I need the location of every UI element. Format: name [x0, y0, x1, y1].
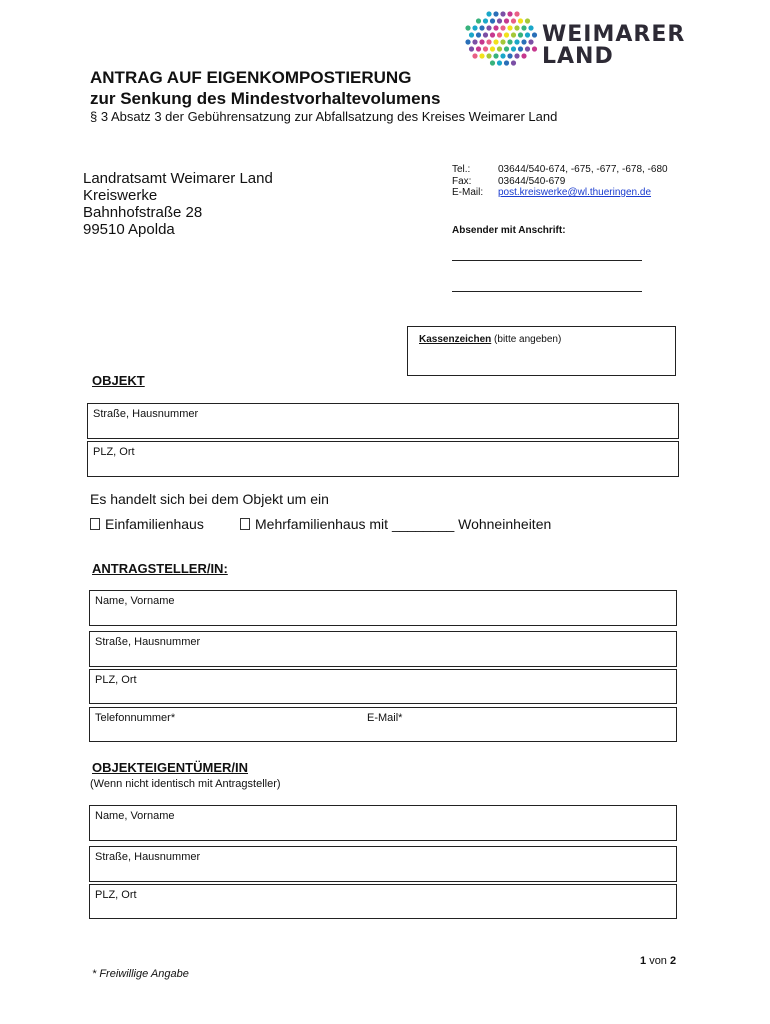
- logo-dot: [518, 18, 523, 23]
- logo-dot: [504, 46, 509, 51]
- checkbox-icon[interactable]: [90, 518, 100, 530]
- logo-dot: [504, 18, 509, 23]
- option-mehrfamilienhaus[interactable]: [240, 516, 551, 532]
- email-field-label: E-Mail*: [367, 712, 403, 724]
- field-label: Name, Vorname: [95, 595, 175, 607]
- kassenzeichen-hint: (bitte angeben): [494, 334, 562, 345]
- object-type-question: Es handelt sich bei dem Objekt um ein: [90, 491, 329, 507]
- owner-name-field[interactable]: [89, 805, 677, 841]
- section-objekt-heading: OBJEKT: [92, 373, 145, 388]
- logo-dot: [479, 25, 484, 30]
- section-antragsteller-heading: ANTRAGSTELLER/IN:: [92, 561, 228, 576]
- field-label: Name, Vorname: [95, 810, 175, 822]
- fax-value: 03644/540-679: [498, 175, 566, 187]
- page-current: 1: [640, 955, 647, 967]
- logo-dot: [490, 18, 495, 23]
- logo-dot: [528, 39, 533, 44]
- logo-dot: [500, 53, 505, 58]
- logo-dot: [490, 60, 495, 65]
- logo-dot: [525, 32, 530, 37]
- kassenzeichen-label-group: [419, 334, 561, 345]
- logo-dot: [469, 46, 474, 51]
- owner-city-field[interactable]: [89, 884, 677, 919]
- logo-dot: [497, 46, 502, 51]
- footnote: * Freiwillige Angabe: [92, 968, 189, 980]
- logo-dot: [514, 25, 519, 30]
- logo-text-land: LAND: [542, 44, 614, 69]
- contact-block: [452, 164, 668, 199]
- owner-street-field[interactable]: [89, 846, 677, 882]
- logo-dot: [514, 39, 519, 44]
- field-label: PLZ, Ort: [93, 446, 135, 458]
- logo-dot: [500, 39, 505, 44]
- logo-dot: [507, 53, 512, 58]
- logo-dot: [486, 11, 491, 16]
- fax-label: Fax:: [452, 175, 472, 187]
- option-label: Mehrfamilienhaus mit ________ Wohneinheiten: [255, 516, 552, 532]
- logo-dot: [500, 25, 505, 30]
- logo-dot: [500, 11, 505, 16]
- page-sep: von: [649, 955, 667, 967]
- logo-dot: [497, 32, 502, 37]
- logo-dot: [532, 32, 537, 37]
- logo-dot: [493, 39, 498, 44]
- logo-dot: [514, 53, 519, 58]
- document-title: ANTRAG AUF EIGENKOMPOSTIERUNG: [90, 68, 412, 87]
- sender-label: Absender mit Anschrift:: [452, 225, 566, 236]
- logo-dot: [511, 60, 516, 65]
- logo-dot: [476, 18, 481, 23]
- logo-dot: [490, 46, 495, 51]
- applicant-name-field[interactable]: [89, 590, 677, 626]
- logo-dot: [521, 25, 526, 30]
- logo-dot: [497, 60, 502, 65]
- address-line: Bahnhofstraße 28: [83, 204, 203, 221]
- logo-dot: [483, 46, 488, 51]
- tel-value: 03644/540-674, -675, -677, -678, -680: [498, 164, 668, 175]
- logo-dot: [511, 32, 516, 37]
- logo-dot: [472, 25, 477, 30]
- logo-dot: [504, 32, 509, 37]
- objekt-city-field[interactable]: [87, 441, 679, 477]
- sender-line-1[interactable]: [452, 260, 642, 261]
- option-label: Einfamilienhaus: [105, 516, 204, 532]
- logo-dot: [479, 53, 484, 58]
- logo-dot-pattern-icon: [462, 8, 542, 72]
- eigentuemer-note: (Wenn nicht identisch mit Antragsteller): [90, 778, 281, 790]
- logo-dot: [511, 46, 516, 51]
- logo-dot: [507, 11, 512, 16]
- logo-dot: [525, 46, 530, 51]
- logo-text-weimarer: WEIMARER: [542, 22, 686, 47]
- logo-dot: [483, 18, 488, 23]
- logo-dot: [472, 39, 477, 44]
- logo-dot: [486, 25, 491, 30]
- address-line: Kreiswerke: [83, 187, 158, 204]
- objekt-street-field[interactable]: [87, 403, 679, 439]
- applicant-street-field[interactable]: [89, 631, 677, 667]
- address-line: Landratsamt Weimarer Land: [83, 170, 273, 187]
- email-label: E-Mail:: [452, 187, 484, 198]
- logo-dot: [483, 32, 488, 37]
- logo-dot: [528, 25, 533, 30]
- option-einfamilienhaus[interactable]: [90, 516, 204, 532]
- field-label: PLZ, Ort: [95, 889, 137, 901]
- kassenzeichen-field[interactable]: [407, 326, 676, 376]
- legal-reference: § 3 Absatz 3 der Gebührensatzung zur Abfallsatzung des Kreises Weimarer Land: [90, 109, 558, 124]
- logo-dot: [525, 18, 530, 23]
- logo-dot: [469, 32, 474, 37]
- logo-dot: [511, 18, 516, 23]
- document-subtitle: zur Senkung des Mindestvorhaltevolumens: [90, 89, 441, 108]
- logo-dot: [479, 39, 484, 44]
- applicant-city-field[interactable]: [89, 669, 677, 704]
- page-number: [640, 955, 676, 967]
- section-eigentuemer-heading: OBJEKTEIGENTÜMER/IN: [92, 760, 249, 775]
- logo-dot: [493, 25, 498, 30]
- logo-dot: [507, 39, 512, 44]
- field-label: PLZ, Ort: [95, 674, 137, 686]
- kassenzeichen-label: Kassenzeichen: [419, 334, 492, 345]
- address-line: 99510 Apolda: [83, 221, 175, 238]
- applicant-contact-field[interactable]: [89, 707, 677, 742]
- page-total: 2: [670, 955, 677, 967]
- logo-dot: [493, 11, 498, 16]
- logo-dot: [486, 39, 491, 44]
- logo-dot: [514, 11, 519, 16]
- logo-dot: [476, 46, 481, 51]
- logo-dot: [465, 39, 470, 44]
- logo-dot: [490, 32, 495, 37]
- checkbox-icon[interactable]: [240, 518, 250, 530]
- logo-dot: [497, 18, 502, 23]
- logo-dot: [486, 53, 491, 58]
- logo-dot: [465, 25, 470, 30]
- weimarer-land-logo: [462, 8, 692, 72]
- logo-dot: [507, 25, 512, 30]
- field-label: Straße, Hausnummer: [95, 636, 201, 648]
- logo-dot: [521, 53, 526, 58]
- logo-dot: [504, 60, 509, 65]
- logo-dot: [532, 46, 537, 51]
- tel-label: Tel.:: [452, 164, 471, 175]
- field-label: Straße, Hausnummer: [95, 851, 201, 863]
- logo-dot: [472, 53, 477, 58]
- logo-dot: [518, 46, 523, 51]
- phone-label: Telefonnummer*: [95, 712, 176, 724]
- logo-dot: [518, 32, 523, 37]
- logo-dot: [493, 53, 498, 58]
- field-label: Straße, Hausnummer: [93, 408, 199, 420]
- logo-dot: [476, 32, 481, 37]
- sender-line-2[interactable]: [452, 291, 642, 292]
- recipient-address: [83, 170, 273, 238]
- logo-dot: [521, 39, 526, 44]
- email-link[interactable]: post.kreiswerke@wl.thueringen.de: [498, 187, 652, 198]
